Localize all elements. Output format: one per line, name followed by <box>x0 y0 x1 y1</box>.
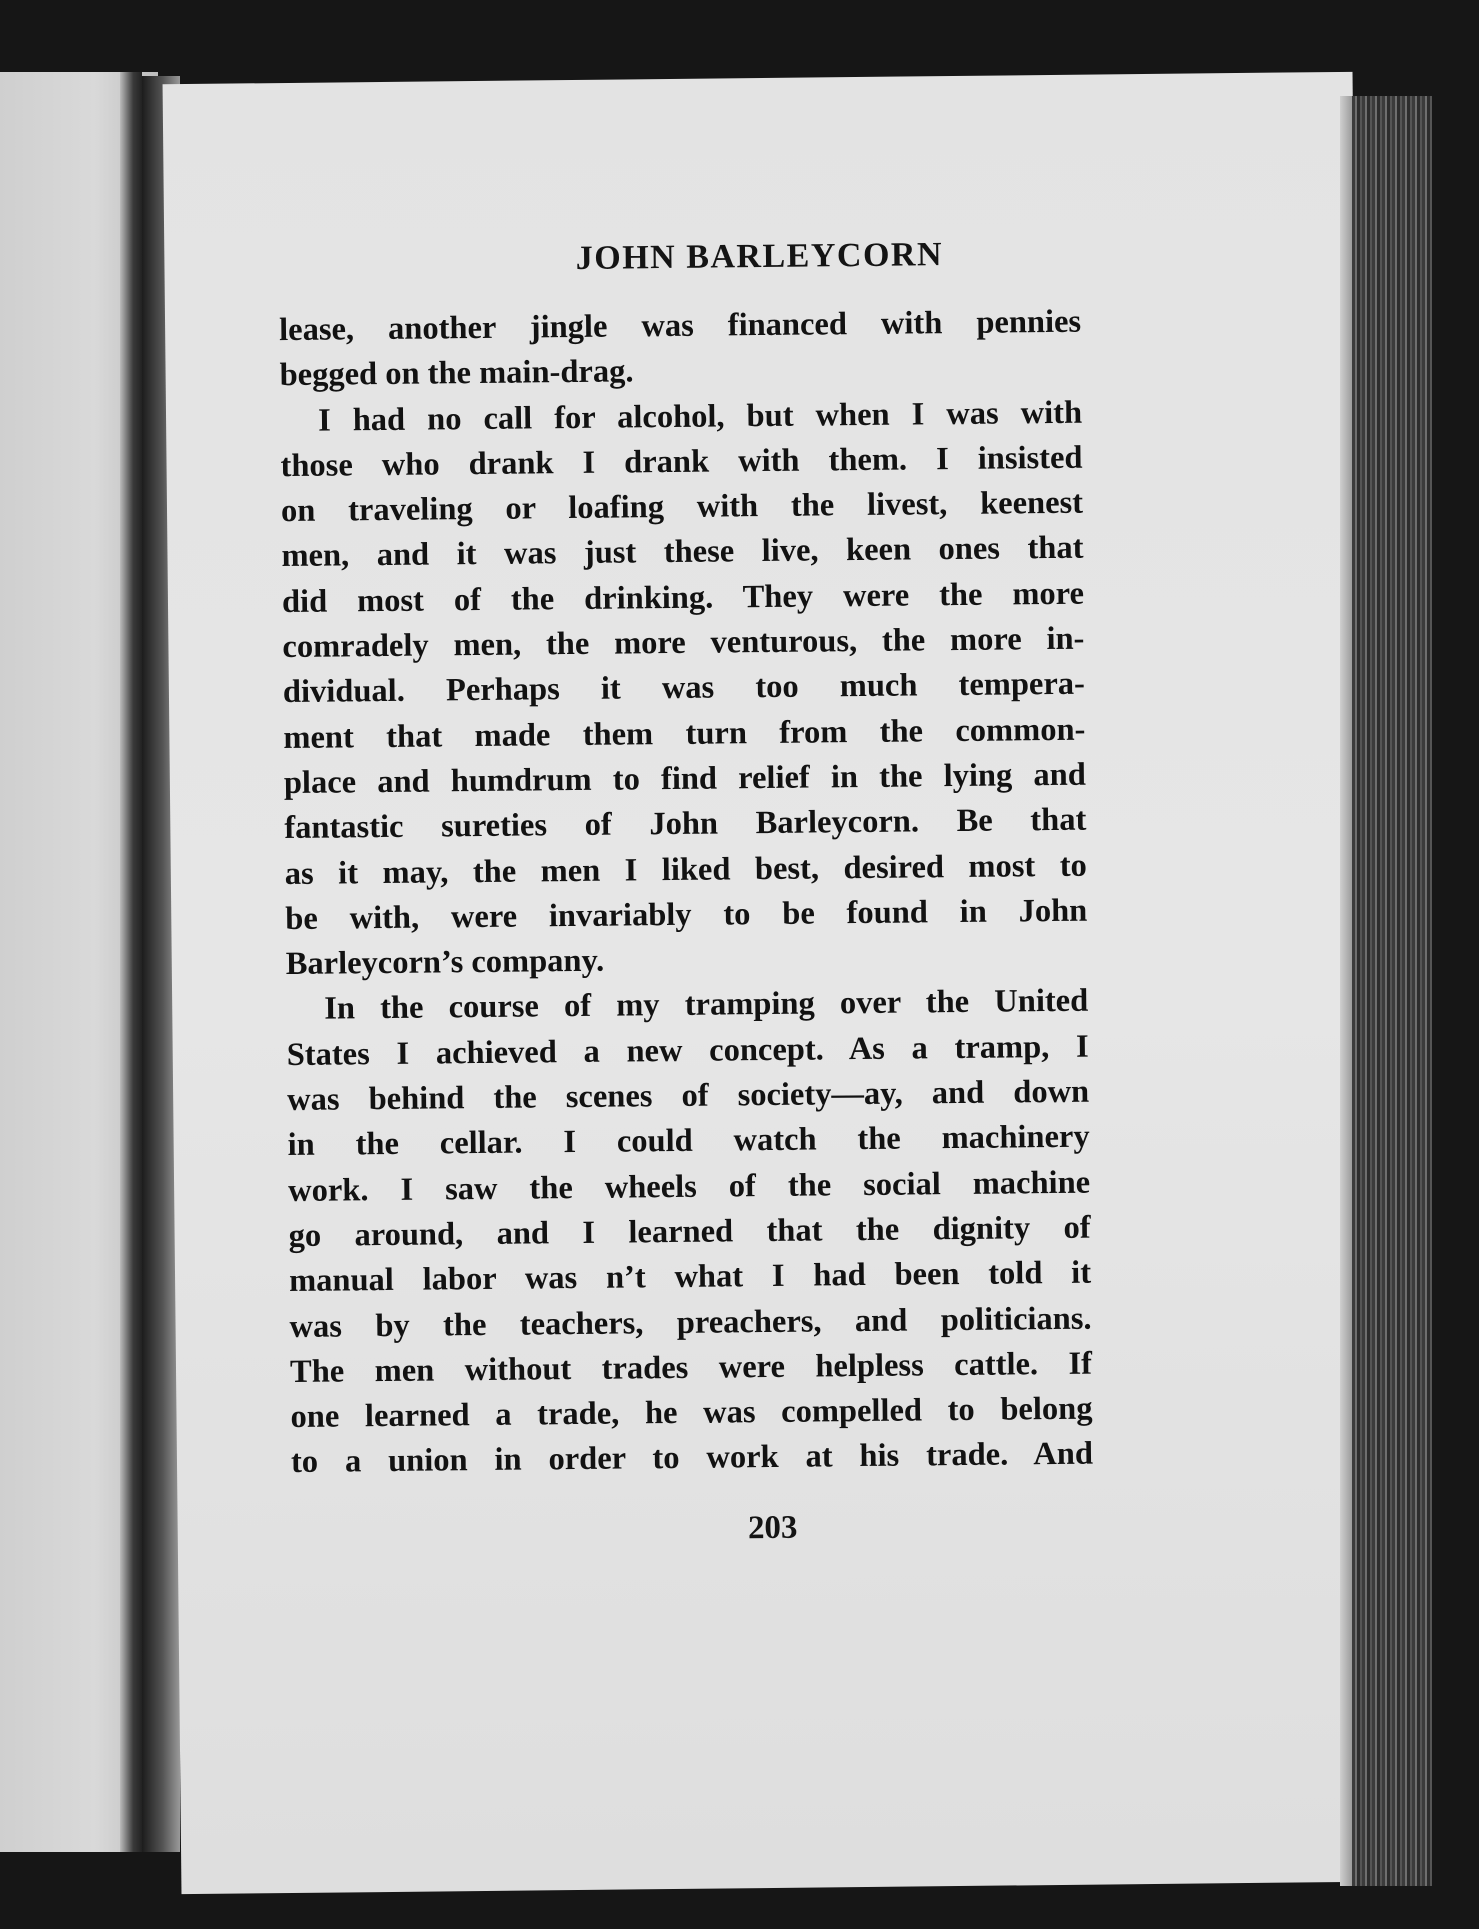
text-line: manual labor was n’t what I had been told it <box>288 1254 1092 1300</box>
text-line: place and humdrum to find relief in the lying and <box>283 756 1087 802</box>
text-line: The men without trades were helpless cattle. If <box>289 1345 1093 1390</box>
text-line: in the cellar. I could watch the machinery <box>287 1118 1090 1164</box>
text-line: ment that made them turn from the common- <box>283 711 1086 756</box>
text-line: lease, another jingle was financed with pennies <box>278 303 1082 349</box>
left-page-spine-shadow <box>120 72 142 1852</box>
text-line: to a union in order to work at his trade. And <box>290 1436 1094 1481</box>
text-line: men, and it was just these live, keen ones that <box>281 530 1084 575</box>
text-line: one learned a trade, he was compelled to belong <box>290 1390 1093 1436</box>
page-block-edges <box>1352 96 1432 1886</box>
text-line: did most of the drinking. They were the more <box>281 575 1085 620</box>
body-text <box>279 300 1093 1486</box>
text-line: I had no call for alcohol, but when I was with <box>317 394 1083 439</box>
text-line: those who drank I drank with them. I insisted <box>280 439 1083 484</box>
text-line: dividual. Perhaps it was too much tempera- <box>282 666 1086 711</box>
text-line: as it may, the men I liked best, desired most to <box>284 847 1087 892</box>
text-line: comradely men, the more venturous, the more in- <box>282 620 1085 666</box>
book-page <box>163 72 1372 1894</box>
text-line: Barleycorn’s company. <box>285 942 605 983</box>
text-line: go around, and I learned that the dignity of <box>288 1209 1091 1254</box>
text-line: begged on the main-drag. <box>279 353 634 394</box>
text-line: work. I saw the wheels of the social machine <box>287 1164 1091 1209</box>
text-line: was by the teachers, preachers, and politicians. <box>289 1300 1092 1345</box>
text-line: be with, were invariably to be found in John <box>285 892 1088 937</box>
text-line: on traveling or loafing with the livest, keenest <box>280 484 1084 530</box>
running-head: JOHN BARLEYCORN <box>575 236 944 277</box>
text-line: In the course of my tramping over the United <box>324 983 1089 1028</box>
text-line: was behind the scenes of society—ay, and down <box>287 1073 1090 1119</box>
text-line: States I achieved a new concept. As a tramp, I <box>286 1028 1089 1073</box>
text-line: fantastic sureties of John Barleycorn. Be that <box>284 801 1087 847</box>
page-number: 203 <box>747 1509 798 1547</box>
